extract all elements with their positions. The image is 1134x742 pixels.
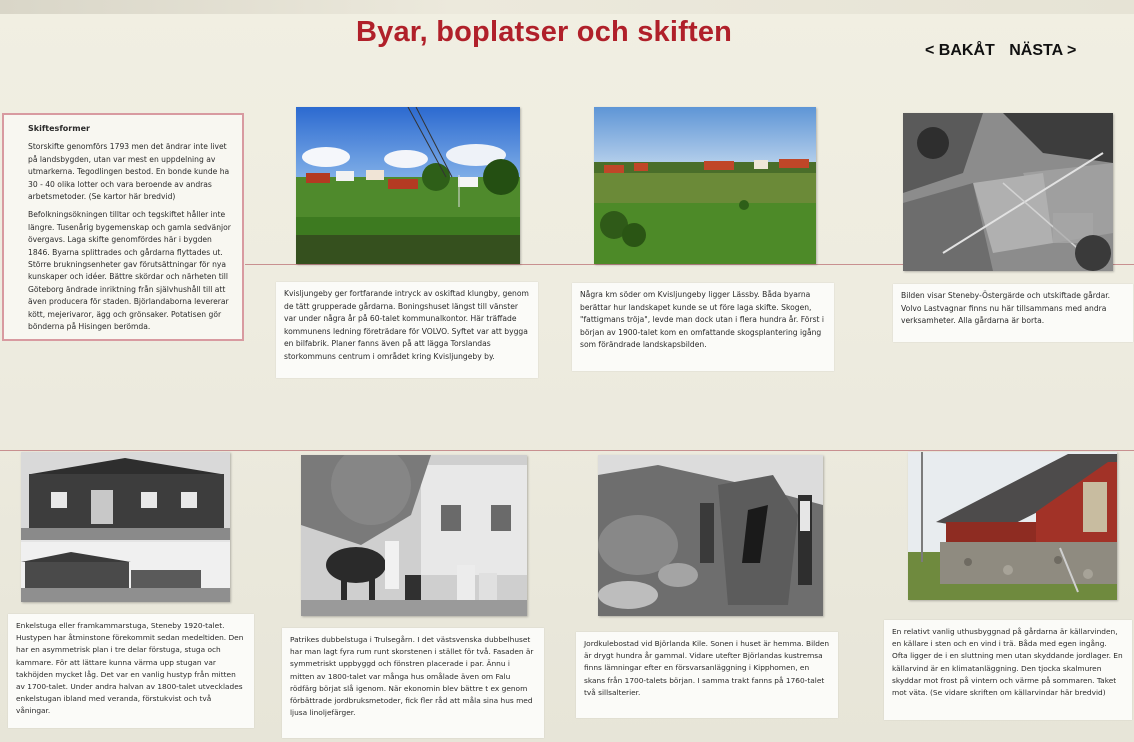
caption-jordkulebostad: Jordkulebostad vid Björlanda Kile. Sonen i huset är hemma. Bilden är drygt hundra år gammal. Vidare utefter Björlandas kustremsa finns lämningar efter en försvarsanläggning i Kipphomen, en skans från 1700-talets början. I samma trakt fanns på 1760-talet två sillsalterier. (576, 632, 838, 718)
page-title: Byar, boplatser och skiften (356, 16, 733, 48)
caption-kvisljungeby: Kvisljungeby ger fortfarande intryck av oskiftad klungby, genom de tätt grupperade gårdarna. Boningshuset längst till vänster var under några år på 60-talet kommunalkontor. Här träffade kommunens ledning företrädare för VOLVO. Syftet var att bygga en bilfabrik. Planer fanns även på att lägga Torslandas storkommuns centrum i området kring Kvisljungeby by. (276, 282, 538, 378)
info-heading: Skiftesformer (28, 124, 90, 133)
caption-lassby: Några km söder om Kvisljungeby ligger Lässby. Båda byarna berättar hur landskapet kunde se ut före laga skifte. Skogen, "fattigmans tröja", levde man dock utan i flera hundra år. Först i början av 1900-talet kom en omfattande skogsplantering igång som förändrade landskapsbilden. (572, 283, 834, 371)
back-link[interactable]: < BAKÅT (925, 42, 995, 59)
caption-kallarvind: En relativt vanlig uthusbyggnad på gårdarna är källarvinden, en källare i sten och en vind i trä. Båda med egen ingång. Ofta ligger de i en sluttning men utan skyddande jordlager. En källarvind är en klimatanläggning. Den tjocka skalmuren skyddar mot frost på vintern och värme på sommaren. Taket mot väta. (Se vidare skriften om källarvindar här bredvid) (884, 620, 1132, 720)
info-paragraph-1: Storskifte genomförs 1793 men det ändrar inte livet på landsbygden, utan var mest en uppdelning av utmarkerna. Tegodlingen bestod. En bonde kunde ha 30 - 40 olika lotter och vara beroende av andras arbetsmetoder. (Se kartor här bredvid) (28, 142, 230, 202)
top-strip (0, 0, 1134, 14)
caption-aerial-steneby: Bilden visar Steneby-Östergärde och utskiftade gårdar. Volvo Lastvagnar finns nu här tillsammans med andra verksamheter. Alla gårdarna är borta. (893, 284, 1133, 342)
photo-kvisljungeby (296, 107, 520, 264)
divider-bottom (0, 450, 1134, 451)
next-link[interactable]: NÄSTA > (1009, 42, 1077, 59)
info-box-skiftesformer (2, 113, 244, 341)
photo-kallarvind (908, 452, 1117, 600)
caption-dubbelstuga: Patrikes dubbelstuga i Trulsegårn. I det västsvenska dubbelhuset har man lagt fyra rum runt skorstenen i stället för två. Fasaden är symmetriskt uppbyggd och fönstren placerade i par. Ännu i mitten av 1800-talet var många hus omålade även om Falu rödfärg börjat slå igenom. När ekonomin blev bättre t ex genom förbättrade jordbruksmetoder, fick fler råd att måla sina hus med ljusa linoljefärger. (282, 628, 544, 738)
photo-dubbelstuga (301, 455, 527, 616)
info-paragraph-2: Befolkningsökningen tilltar och tegskiftet håller inte längre. Tusenårig bygemenskap och gamla sedvänjor övergavs. Laga skifte genomfördes här i bygden 1846. Byarna splittrades och gårdarna flyttades ut. Större brukningsenheter gav förutsättningar för nya kunskaper och idéer. Bättre skördar och närheten till Göteborg ändrade inriktning från självhushåll till att även producera för staden. Björlandaborna levererar kött, mejerivaror, ägg och grönsaker. Potatisen gör bönderna på Hisingen berömda. (28, 210, 231, 332)
nav-links (925, 42, 1076, 64)
photo-enkelstuga (21, 452, 230, 602)
photo-aerial-steneby (903, 113, 1113, 271)
photo-lassby (594, 107, 816, 264)
photo-jordkulebostad (598, 455, 823, 616)
caption-enkelstuga: Enkelstuga eller framkammarstuga, Steneby 1920-talet. Hustypen har åtminstone förekommit sedan medeltiden. Den har en asymmetrisk plan i tre delar förstuga, stuga och kammare. För att lättare kunna värma upp stugan var takhöjden mycket låg. Det var en vanlig hustyp från mitten av 1700-talet. Under andra halvan av 1800-talet utvecklades enkelstugan ibland med veranda, förstukvist och två våningar. (8, 614, 254, 728)
